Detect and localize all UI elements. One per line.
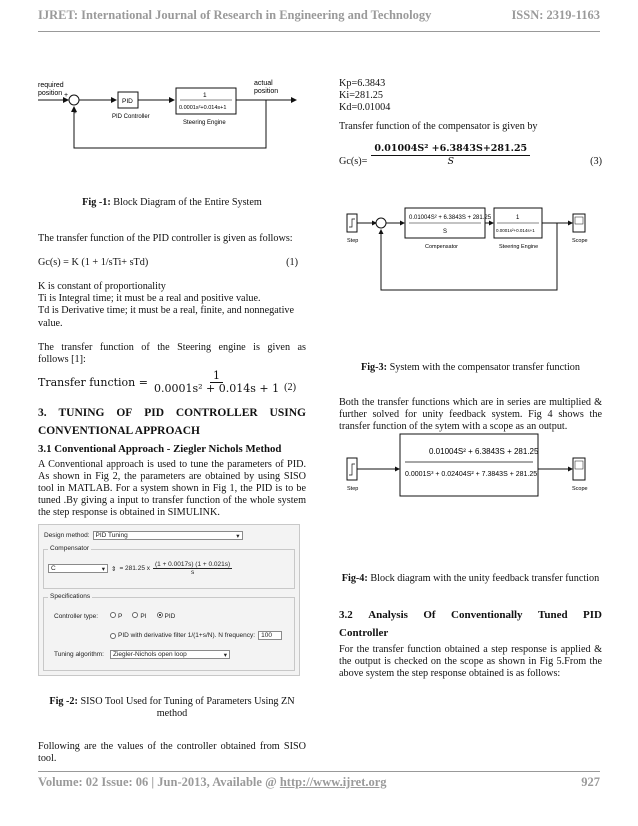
compensator-num: (1 + 0.0017s) (1 + 0.021s)	[155, 561, 231, 568]
fig1-summer	[69, 95, 79, 105]
fig4-num: 0.01004S² + 6.3843S + 281.25	[429, 447, 539, 456]
eq1-line	[38, 257, 306, 269]
fig1-tf-den: 0.0001s²+0.014s+1	[179, 105, 227, 111]
compensator-gain: = 281.25 x	[119, 565, 150, 572]
fig3-summer	[376, 218, 386, 228]
ki-value: Ki=281.25	[339, 90, 383, 102]
fig3-comp-den: S	[443, 229, 448, 235]
footer-rule	[38, 771, 600, 772]
compensator-select[interactable]: C ▾	[48, 564, 108, 573]
radio-pi[interactable]: PI	[132, 612, 146, 620]
fig3-caption: Fig-3: System with the compensator transfer function	[361, 362, 580, 374]
fig1-caption: Fig -1: Block Diagram of the Entire System	[82, 197, 262, 209]
tuning-algorithm-select[interactable]: Ziegler-Nichols open loop ▾	[110, 650, 230, 659]
fig3-compensator: Compensator	[425, 244, 459, 250]
left-p4: Following are the values of the controller obtained from SISO tool.	[38, 740, 306, 764]
kp-value: Kp=6.3843	[339, 78, 386, 89]
tuning-algorithm-label: Tuning algorithm:	[54, 651, 104, 658]
compensator-den: s	[190, 569, 195, 576]
design-method-label: Design method:	[44, 532, 90, 539]
left-p3: A Conventional approach is used to tune the parameters of PID. As shown in Fig 2, the parameters are obtained by using SISO tool in MATLAB. For a system shown in Fig 1, the PID is to be tuned .By giving a input to transfer function of the whole system the step response is obtained in SIMULINK.	[38, 458, 306, 519]
fig4-den: 0.0001S³ + 0.02404S² + 7.3843S + 281.25	[405, 471, 538, 478]
fig4-scope: Scope	[572, 486, 588, 492]
fig1-actual-pos: position	[254, 88, 279, 95]
left-p2a: The transfer function of the Steering engine is given as	[38, 341, 306, 353]
fig3-step: Step	[347, 238, 359, 244]
left-column-bottom	[38, 686, 306, 765]
left-p1: The transfer function of the PID controller is given as follows:	[38, 232, 293, 244]
k-definition: K is constant of proportionality	[38, 280, 166, 292]
chevron-down-icon: ▾	[101, 565, 105, 573]
fig1-pid: PID	[122, 98, 133, 105]
fig4-unity-feedback-diagram	[343, 428, 593, 518]
fig1-plus: +	[64, 92, 69, 99]
eq3-lhs: Gc(s)=	[339, 156, 368, 168]
fig2-caption: Fig -2: SISO Tool Used for Tuning of Parameters Using ZN method	[49, 696, 295, 720]
footer-volume: Volume: 02 Issue: 06 | Jun-2013, Available @	[38, 775, 280, 789]
fig3-plant-den: 0.0001s²+0.014s+1	[496, 228, 535, 233]
section32-heading: 3.2 Analysis Of Conventionally Tuned PID	[339, 608, 602, 621]
fig3-scope: Scope	[572, 238, 588, 244]
filter-option[interactable]: PID with derivative filter 1/(1+s/N). N frequency:	[118, 632, 256, 639]
section31-heading: 3.1 Conventional Approach - Ziegler Nichols Method	[38, 442, 282, 455]
radio-p[interactable]: P	[110, 612, 122, 620]
chevron-down-icon: ▾	[236, 532, 240, 540]
fig1-feedback-path	[74, 100, 266, 148]
eq3-number: (3)	[590, 156, 602, 168]
fig3-engine: Steering Engine	[499, 244, 539, 250]
fig3-comp-num: 0.01004S² + 6.3843S + 281.25	[409, 215, 492, 221]
section3-heading: 3. TUNING OF PID CONTROLLER USING	[38, 406, 306, 419]
n-frequency-input[interactable]: 100	[258, 631, 282, 640]
ti-definition: Ti is Integral time; it must be a real and positive value.	[38, 293, 261, 305]
compensator-group	[43, 545, 295, 589]
right-p1: Transfer function of the compensator is given by	[339, 120, 538, 132]
eq2-number: (2)	[284, 381, 296, 393]
header-rule	[38, 31, 600, 32]
fig1-actual: actual	[254, 80, 273, 87]
eq2-den: 0.0001s² + 0.014s + 1	[153, 382, 280, 396]
left-p2b: follows [1]:	[38, 354, 86, 365]
fig1-block-diagram	[38, 78, 306, 178]
eq1: Gc(s) = K (1 + 1/sTi+ sTd)	[38, 256, 149, 268]
specifications-group	[43, 593, 295, 671]
eq2-line	[38, 370, 306, 395]
right-column-mid	[339, 352, 602, 433]
eq2-lhs: Transfer function =	[38, 375, 148, 389]
eq3-num: 0.01004S² +6.3843S+281.25	[371, 143, 530, 156]
fig1-position: position	[38, 90, 63, 97]
journal-title: IJRET: International Journal of Research in Engineering and Technology	[38, 8, 432, 22]
fig3-compensator-diagram	[343, 200, 593, 310]
page-number: 927	[581, 775, 600, 789]
fig4-step: Step	[347, 486, 359, 492]
section3-heading-line2: CONVENTIONAL APPROACH	[38, 424, 200, 437]
kd-value: Kd=0.01004	[339, 102, 391, 114]
fig1-required: required	[38, 82, 64, 89]
eq3-line	[339, 143, 602, 168]
fig4-tf-block	[400, 434, 538, 496]
compensator-label: Compensator	[50, 545, 90, 552]
td-definition: Td is Derivative time; it must be a real, finite, and nonnegative value.	[38, 305, 295, 329]
right-p3: For the transfer function obtained a step response is applied & the output is checked on the scope as shown in Fig 5.From the above system the step response obtained is as follows:	[339, 643, 602, 679]
eq3-den: S	[447, 156, 455, 168]
right-column-top	[339, 78, 602, 168]
eq2-num: 1	[210, 370, 223, 383]
right-column-bottom	[339, 563, 602, 680]
section32-heading-line2: Controller	[339, 626, 389, 639]
fig1-minus: -	[74, 108, 77, 117]
controller-type-label: Controller type:	[54, 612, 99, 620]
design-method-select[interactable]: PID Tuning ▾	[93, 531, 243, 540]
chevron-down-icon: ▾	[223, 651, 227, 659]
fig1-tf-num: 1	[203, 92, 207, 99]
page-footer	[38, 775, 600, 790]
fig1-engine-label: Steering Engine	[183, 120, 226, 126]
fig2-siso-tool	[38, 524, 300, 676]
left-column-text	[38, 187, 306, 520]
radio-pid[interactable]: PID	[157, 612, 176, 620]
page-header	[38, 8, 600, 28]
issn: ISSN: 2319-1163	[511, 8, 600, 22]
right-p2: Both the transfer functions which are in series are multiplied & further solved for unity feedback system. Fig 4 shows the transfer function of the sytem with a scope as an output.	[339, 396, 602, 432]
fig3-plant-num: 1	[516, 215, 520, 221]
fig4-caption: Fig-4: Block diagram with the unity feedback transfer function	[341, 573, 600, 585]
fig1-pid-label: PID Controller	[112, 114, 150, 120]
compensator-spin-icon: ⇕	[111, 565, 117, 573]
specifications-label: Specifications	[50, 593, 91, 600]
eq1-number: (1)	[286, 256, 298, 268]
footer-link[interactable]: http://www.ijret.org	[279, 775, 387, 789]
